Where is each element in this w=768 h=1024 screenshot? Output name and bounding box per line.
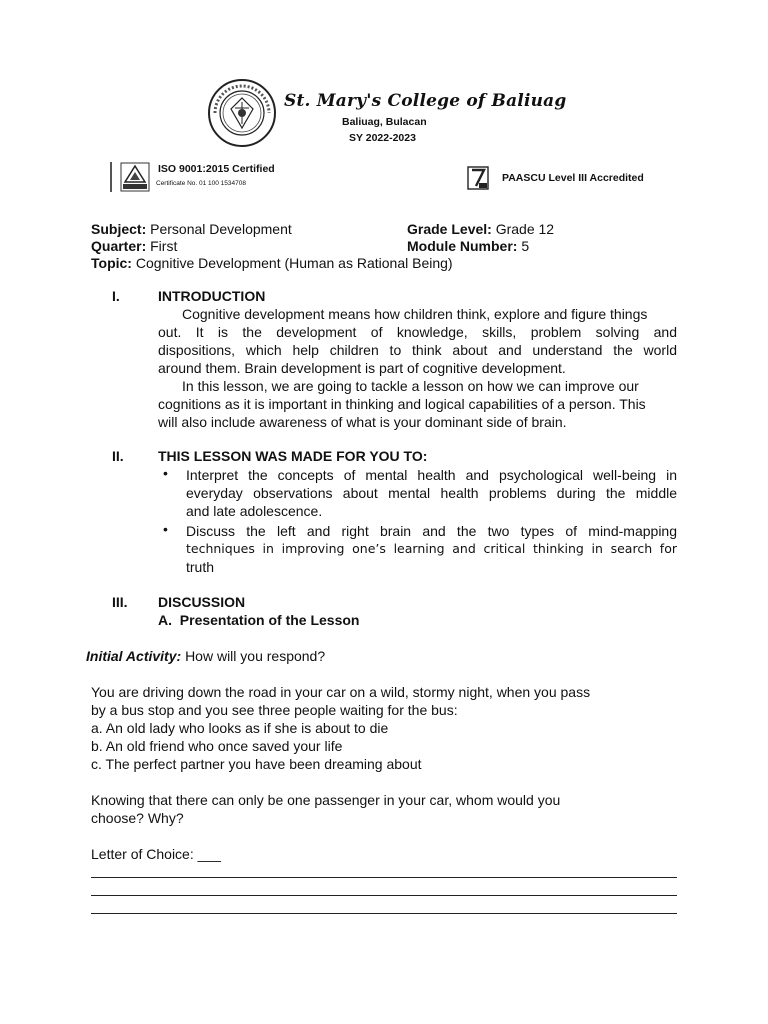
module-value: 5 — [521, 238, 530, 254]
section-number-intro: I. — [112, 288, 120, 304]
objective-line: everyday observations about mental health problems during the middle — [186, 485, 677, 501]
intro-line: cognitions as it is important in thinking and logical capabilities of a person. This — [158, 396, 646, 412]
college-name: St. Mary's College of Baliuag — [284, 91, 567, 111]
module-label: Module Number: — [407, 238, 518, 254]
iso-certificate-number: Certificate No. 01 100 1534708 — [156, 180, 246, 187]
section-title-intro: INTRODUCTION — [158, 288, 266, 304]
section-number-objectives: II. — [112, 448, 124, 464]
iso-title: ISO 9001:2015 Certified — [158, 163, 275, 175]
objective-line: and late adolescence. — [186, 503, 323, 519]
bullet-icon: • — [163, 521, 168, 537]
intro-line: around them. Brain development is part of cognitive development. — [158, 360, 566, 376]
letter-of-choice: Letter of Choice: ___ — [91, 846, 221, 862]
intro-line: out. It is the development of knowledge, skills, problem solving and — [158, 324, 677, 340]
paascu-accreditation: PAASCU Level III Accredited — [502, 172, 644, 184]
section-title-discussion: DISCUSSION — [158, 594, 246, 610]
bullet-icon: • — [163, 465, 168, 481]
question-line: Knowing that there can only be one passenger in your car, whom would you — [91, 792, 561, 808]
initial-activity-line — [86, 647, 325, 665]
intro-line: dispositions, which help children to think about and understand the world — [158, 342, 677, 358]
topic-label: Topic: — [91, 255, 132, 271]
college-location: Baliuag, Bulacan — [342, 116, 427, 128]
intro-line: In this lesson, we are going to tackle a lesson on how we can improve our — [182, 378, 639, 394]
module-line — [407, 238, 529, 254]
activity-label: Initial Activity: — [86, 648, 182, 664]
objective-line: techniques in improving one’s learning and critical thinking in search for — [186, 541, 677, 556]
topic-line — [91, 255, 453, 271]
answer-line[interactable] — [91, 895, 677, 896]
answer-line[interactable] — [91, 877, 677, 878]
subject-label: Subject: — [91, 221, 147, 237]
answer-line[interactable] — [91, 913, 677, 914]
grade-label: Grade Level: — [407, 221, 492, 237]
intro-line: Cognitive development means how children think, explore and figure things — [182, 306, 648, 322]
subsection-title: A. Presentation of the Lesson — [158, 612, 360, 628]
paascu-logo-icon — [467, 166, 489, 190]
subject-value: Personal Development — [150, 221, 292, 237]
objective-line: truth — [186, 559, 215, 575]
quarter-label: Quarter: — [91, 238, 147, 254]
objective-line: Interpret the concepts of mental health and psychological well-being in — [186, 467, 677, 483]
objective-line: Discuss the left and right brain and the two types of mind-mapping — [186, 523, 677, 539]
quarter-value: First — [150, 238, 178, 254]
school-year: SY 2022-2023 — [349, 132, 416, 144]
scenario-line: by a bus stop and you see three people waiting for the bus: — [91, 702, 458, 718]
activity-prompt: How will you respond? — [185, 648, 326, 664]
college-seal-icon — [207, 78, 277, 148]
section-number-discussion: III. — [112, 594, 128, 610]
quarter-line — [91, 238, 177, 254]
topic-value: Cognitive Development (Human as Rational Being) — [135, 255, 453, 271]
intro-line: will also include awareness of what is your dominant side of brain. — [158, 414, 567, 430]
section-title-objectives: THIS LESSON WAS MADE FOR YOU TO: — [158, 448, 428, 464]
choice-c: c. The perfect partner you have been dreaming about — [91, 756, 422, 772]
grade-value: Grade 12 — [495, 221, 555, 237]
iso-divider — [110, 162, 112, 192]
choice-b: b. An old friend who once saved your life — [91, 738, 343, 754]
iso-certification-icon — [120, 162, 150, 192]
subject-line — [91, 221, 292, 237]
choice-a: a. An old lady who looks as if she is about to die — [91, 720, 389, 736]
scenario-line: You are driving down the road in your car on a wild, stormy night, when you pass — [91, 684, 591, 700]
question-line: choose? Why? — [91, 810, 184, 826]
grade-line — [407, 221, 554, 237]
